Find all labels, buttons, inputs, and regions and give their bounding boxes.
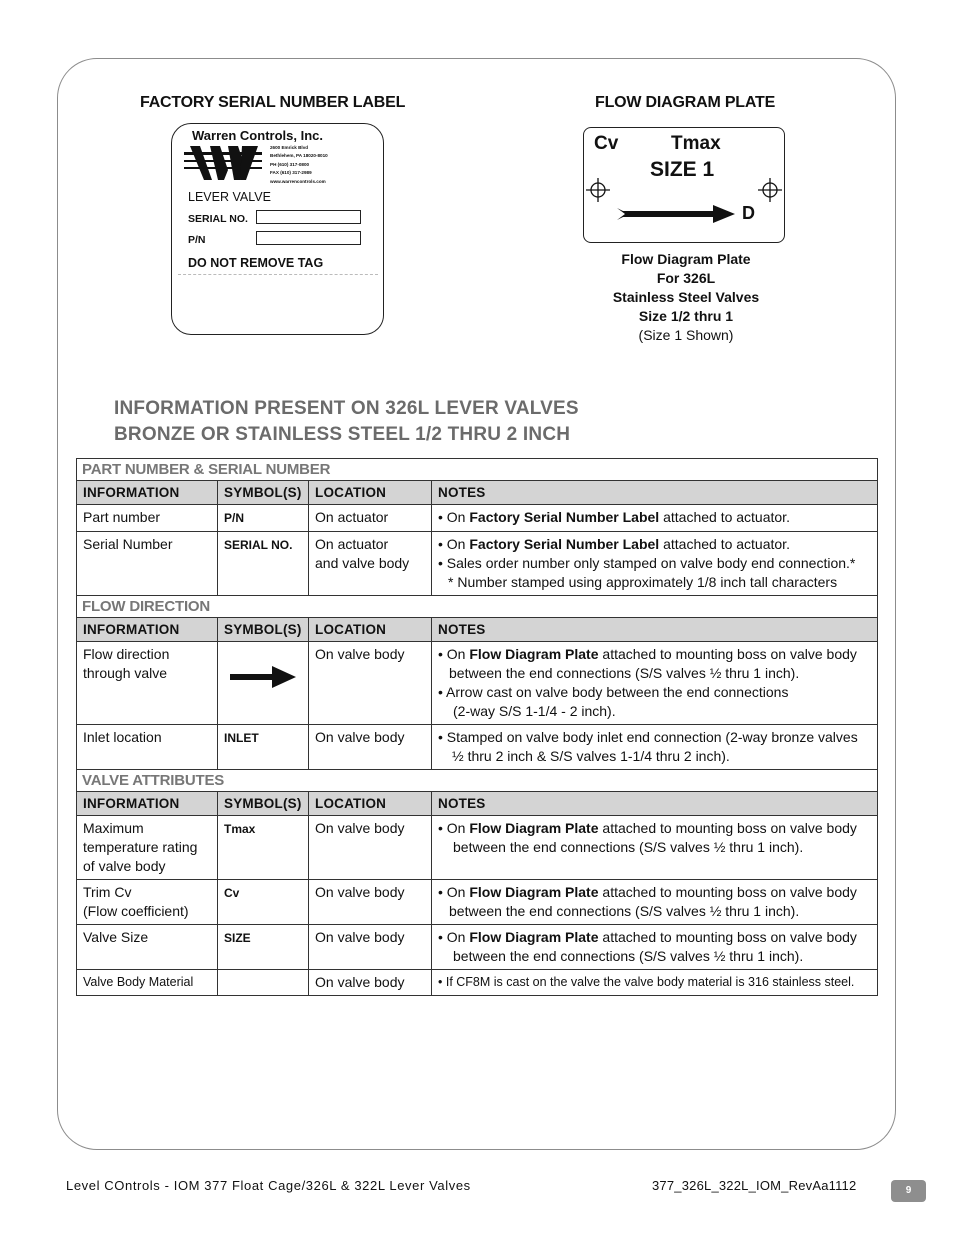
note-bold: Flow Diagram Plate — [469, 884, 599, 900]
cell-location — [309, 532, 432, 596]
caption-line: For 326L — [656, 270, 716, 286]
info-line: (Flow coefficient) — [83, 903, 189, 919]
note-text: • On — [438, 884, 470, 900]
col-header-symbols: SYMBOL(S) — [218, 481, 309, 505]
table-row — [77, 725, 878, 770]
location-line: and valve body — [315, 555, 410, 571]
cell-symbol — [218, 642, 309, 725]
section-flow-direction: FLOW DIRECTION — [77, 596, 878, 618]
symbol-text: SERIAL NO. — [224, 538, 293, 552]
col-header-symbols: SYMBOL(S) — [218, 792, 309, 816]
cell-info: Valve Size — [77, 925, 218, 970]
info-line: through valve — [83, 665, 168, 681]
note-text: • On — [438, 820, 470, 836]
cell-notes — [432, 532, 878, 596]
col-header-notes: NOTES — [432, 481, 878, 505]
info-line: Flow direction — [83, 646, 170, 662]
cell-location: On valve body — [309, 925, 432, 970]
section-title-line: BRONZE OR STAINLESS STEEL 1/2 THRU 2 INCH — [114, 424, 571, 445]
tag-serial-label: SERIAL NO. — [188, 213, 248, 225]
page-number-badge: 9 — [891, 1180, 926, 1202]
note-bold: Factory Serial Number Label — [469, 509, 660, 525]
tag-company-name: Warren Controls, Inc. — [192, 128, 323, 143]
address-line: PH (610) 317-0800 — [270, 161, 310, 167]
cell-info — [77, 880, 218, 925]
section-part-number: PART NUMBER & SERIAL NUMBER — [77, 459, 878, 481]
address-line: www.warrencontrols.com — [270, 178, 326, 184]
plate-d: D — [742, 203, 755, 223]
note-line — [438, 535, 872, 554]
table-row — [77, 880, 878, 925]
tag-pn-box — [256, 231, 361, 245]
note-line: between the end connections (S/S valves ½ thru 1 inch). — [453, 839, 804, 855]
col-header-location: LOCATION — [309, 618, 432, 642]
section-row — [77, 596, 878, 618]
footer-doc-title: Level COntrols - IOM 377 Float Cage/326L & 322L Lever Valves — [66, 1178, 471, 1193]
arrow-right-icon — [230, 665, 296, 689]
note-line — [438, 883, 872, 902]
cell-location: On actuator — [309, 505, 432, 532]
note-text: attached to actuator. — [659, 509, 790, 525]
cell-notes: • If CF8M is cast on the valve the valve body material is 316 stainless steel. — [432, 970, 878, 996]
address-line: FAX (610) 317-2989 — [270, 170, 312, 176]
table-row — [77, 970, 878, 996]
note-line — [438, 645, 872, 664]
crosshair-left-icon — [586, 178, 616, 202]
serial-label-heading: FACTORY SERIAL NUMBER LABEL — [140, 94, 406, 111]
flow-arrow-icon — [617, 202, 735, 226]
info-table — [76, 458, 878, 996]
cell-symbol — [218, 925, 309, 970]
section-row — [77, 459, 878, 481]
table-row — [77, 532, 878, 596]
plate-tmax: Tmax — [671, 133, 721, 154]
col-header-location: LOCATION — [309, 481, 432, 505]
note-line — [438, 819, 872, 838]
address-line: 2600 Emrick Blvd — [270, 145, 309, 150]
info-line: Maximum — [83, 820, 144, 836]
info-line: of valve body — [83, 858, 166, 874]
cell-info: Part number — [77, 505, 218, 532]
note-line: • Arrow cast on valve body between the end connections — [438, 684, 789, 700]
note-line: • Stamped on valve body inlet end connection (2-way bronze valves — [438, 729, 858, 745]
cell-info: Serial Number — [77, 532, 218, 596]
footer-doc-code: 377_326L_322L_IOM_RevAa1112 — [652, 1178, 857, 1193]
symbol-text: Tmax — [224, 822, 256, 836]
table-row — [77, 642, 878, 725]
cell-notes — [432, 725, 878, 770]
flow-diagram-plate — [583, 127, 785, 243]
cell-location: On valve body — [309, 642, 432, 725]
note-line: (2-way S/S 1-1/4 - 2 inch). — [453, 703, 616, 719]
warren-logo-icon — [184, 146, 262, 182]
cell-symbol — [218, 725, 309, 770]
note-line: between the end connections (S/S valves ½ thru 1 inch). — [453, 948, 804, 964]
caption-line: (Size 1 Shown) — [638, 327, 734, 343]
table-row — [77, 816, 878, 880]
symbol-text: SIZE — [224, 931, 251, 945]
column-header-row — [77, 792, 878, 816]
cell-symbol — [218, 816, 309, 880]
serial-number-tag — [171, 123, 384, 335]
cell-symbol — [218, 532, 309, 596]
info-line: temperature rating — [83, 839, 198, 855]
address-line: Bethlehem, PA 18020-8010 — [270, 153, 328, 159]
cell-info — [77, 816, 218, 880]
col-header-information: INFORMATION — [77, 618, 218, 642]
plate-cv: Cv — [594, 133, 619, 154]
col-header-information: INFORMATION — [77, 481, 218, 505]
cell-symbol — [218, 505, 309, 532]
cell-location: On valve body — [309, 880, 432, 925]
tag-valve-type: LEVER VALVE — [188, 190, 271, 204]
cell-notes — [432, 925, 878, 970]
note-line: * Number stamped using approximately 1/8 inch tall characters — [448, 574, 838, 590]
caption-line: Flow Diagram Plate — [621, 251, 751, 267]
cell-notes — [432, 816, 878, 880]
cell-location: On valve body — [309, 970, 432, 996]
symbol-text: INLET — [224, 731, 259, 745]
note-text: • On — [438, 536, 470, 552]
flow-plate-heading: FLOW DIAGRAM PLATE — [595, 94, 776, 111]
note-line: between the end connections (S/S valves ½ thru 1 inch). — [449, 903, 800, 919]
cell-symbol — [218, 970, 309, 996]
column-header-row — [77, 481, 878, 505]
note-line: • Sales order number only stamped on valve body end connection.* — [438, 555, 856, 571]
note-line — [438, 928, 872, 947]
section-title — [114, 396, 579, 448]
note-text: • On — [438, 646, 470, 662]
note-bold: Flow Diagram Plate — [469, 646, 599, 662]
tag-pn-label: P/N — [188, 234, 206, 246]
info-line: Trim Cv — [83, 884, 132, 900]
table-row — [77, 925, 878, 970]
plate-size: SIZE 1 — [650, 158, 715, 181]
symbol-text: P/N — [224, 511, 245, 525]
flow-plate-caption — [583, 250, 789, 345]
tag-address — [270, 144, 328, 186]
note-text: • On — [438, 929, 470, 945]
note-bold: Factory Serial Number Label — [469, 536, 660, 552]
cell-info: Inlet location — [77, 725, 218, 770]
col-header-symbols: SYMBOL(S) — [218, 618, 309, 642]
tag-serial-box — [256, 210, 361, 224]
tag-divider — [178, 274, 378, 275]
note-line: ½ thru 2 inch & S/S valves 1-1/4 thru 2 inch). — [452, 748, 730, 764]
note-text: • On — [438, 509, 470, 525]
cell-info — [77, 642, 218, 725]
cell-notes — [432, 505, 878, 532]
cell-notes — [432, 642, 878, 725]
cell-location: On valve body — [309, 816, 432, 880]
table-row — [77, 505, 878, 532]
note-text: attached to mounting boss on valve body — [598, 884, 857, 900]
cell-location: On valve body — [309, 725, 432, 770]
col-header-information: INFORMATION — [77, 792, 218, 816]
section-valve-attributes: VALVE ATTRIBUTES — [77, 770, 878, 792]
section-row — [77, 770, 878, 792]
cell-info: Valve Body Material — [77, 970, 218, 996]
note-text: attached to mounting boss on valve body — [598, 646, 857, 662]
column-header-row — [77, 618, 878, 642]
crosshair-right-icon — [758, 178, 784, 202]
location-line: On actuator — [315, 536, 389, 552]
note-bold: Flow Diagram Plate — [469, 929, 599, 945]
col-header-location: LOCATION — [309, 792, 432, 816]
section-title-line: INFORMATION PRESENT ON 326L LEVER VALVES — [114, 398, 579, 419]
cell-notes — [432, 880, 878, 925]
note-line: between the end connections (S/S valves ½ thru 1 inch). — [449, 665, 800, 681]
note-text: attached to mounting boss on valve body — [598, 820, 857, 836]
caption-line: Stainless Steel Valves — [612, 289, 760, 305]
tag-warning: DO NOT REMOVE TAG — [188, 256, 324, 270]
note-text: attached to mounting boss on valve body — [598, 929, 857, 945]
col-header-notes: NOTES — [432, 618, 878, 642]
symbol-text: Cv — [224, 886, 240, 900]
note-bold: Flow Diagram Plate — [469, 820, 599, 836]
note-text: attached to actuator. — [659, 536, 790, 552]
caption-line: Size 1/2 thru 1 — [638, 308, 734, 324]
col-header-notes: NOTES — [432, 792, 878, 816]
cell-symbol — [218, 880, 309, 925]
